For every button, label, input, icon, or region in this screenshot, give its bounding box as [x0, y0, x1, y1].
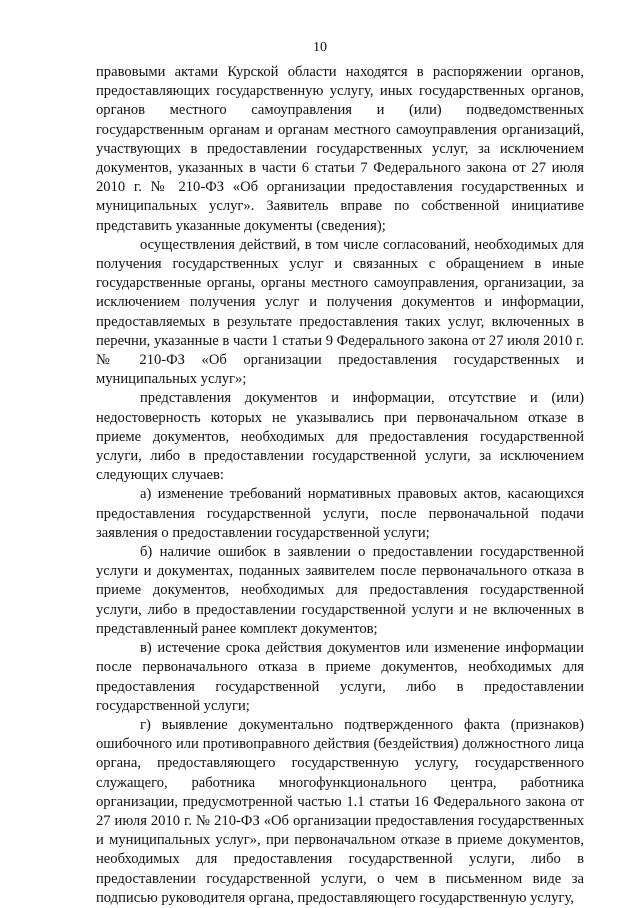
paragraph: представления документов и информации, отсутствие и (или) недостоверность которых не указывались при первоначальном отказе в приеме документов, необходимых для предоставления государственной услуги, либо в предоставлении государственной услуги, за исключением следующих случаев: [96, 390, 584, 484]
paragraph: осуществления действий, в том числе согласований, необходимых для получения государственных услуг и связанных с обращением в иные государственные органы, органы местного самоуправления, организации, за исключением получения услуг и получения документов и информации, предоставляемых в результате предоставления таких услуг, включенных в перечни, указанные в части 1 статьи 9 Федерального закона от 27 июля 2010 г. № 210-ФЗ «Об организации предоставления государственных и муниципальных услуг»; [96, 236, 584, 388]
paragraph: б) наличие ошибок в заявлении о предоставлении государственной услуги и документах, поданных заявителем после первоначального отказа в приеме документов, необходимых для предоставления государственной услуги, либо в предоставлении государственной услуги и не включенных в представленный ранее комплект документов; [96, 544, 584, 637]
paragraph: правовыми актами Курской области находятся в распоряжении органов, предоставляющих государственную услугу, иных государственных органов, органов местного самоуправления и (или) подведомственных государственным органам и органам местного самоуправления организаций, участвующих в предоставлении государственных услуг, за исключением документов, указанных в части 6 статьи 7 Федерального закона от 27 июля 2010 г. № 210-ФЗ «Об организации предоставления государственных и муниципальных услуг». Заявитель вправе по собственной инициативе представить указанные документы (сведения); [96, 64, 584, 234]
paragraph: г) выявление документально подтвержденного факта (признаков) ошибочного или противоправного действия (бездействия) должностного лица органа, предоставляющего государственную услугу, государственного служащего, работника многофункционального центра, работника организации, предусмотренной частью 1.1 статьи 16 Федерального закона от 27 июля 2010 г. № 210-ФЗ «Об организации предоставления государственных и муниципальных услуг», при первоначальном отказе в приеме документов, необходимых для предоставления государственной услуги, либо в предоставлении государственной услуги, о чем в письменном виде за подписью руководителя органа, предоставляющего государственную услугу, [96, 716, 584, 906]
page-number: 10 [313, 40, 327, 55]
document-body [96, 63, 584, 908]
paragraph: а) изменение требований нормативных правовых актов, касающихся предоставления государственной услуги, после первоначальной подачи заявления о предоставлении государственной услуги; [96, 486, 584, 541]
paragraph: в) истечение срока действия документов или изменение информации после первоначального отказа в приеме документов, необходимых для предоставления государственной услуги, либо в предоставлении государственной услуги; [96, 640, 584, 714]
